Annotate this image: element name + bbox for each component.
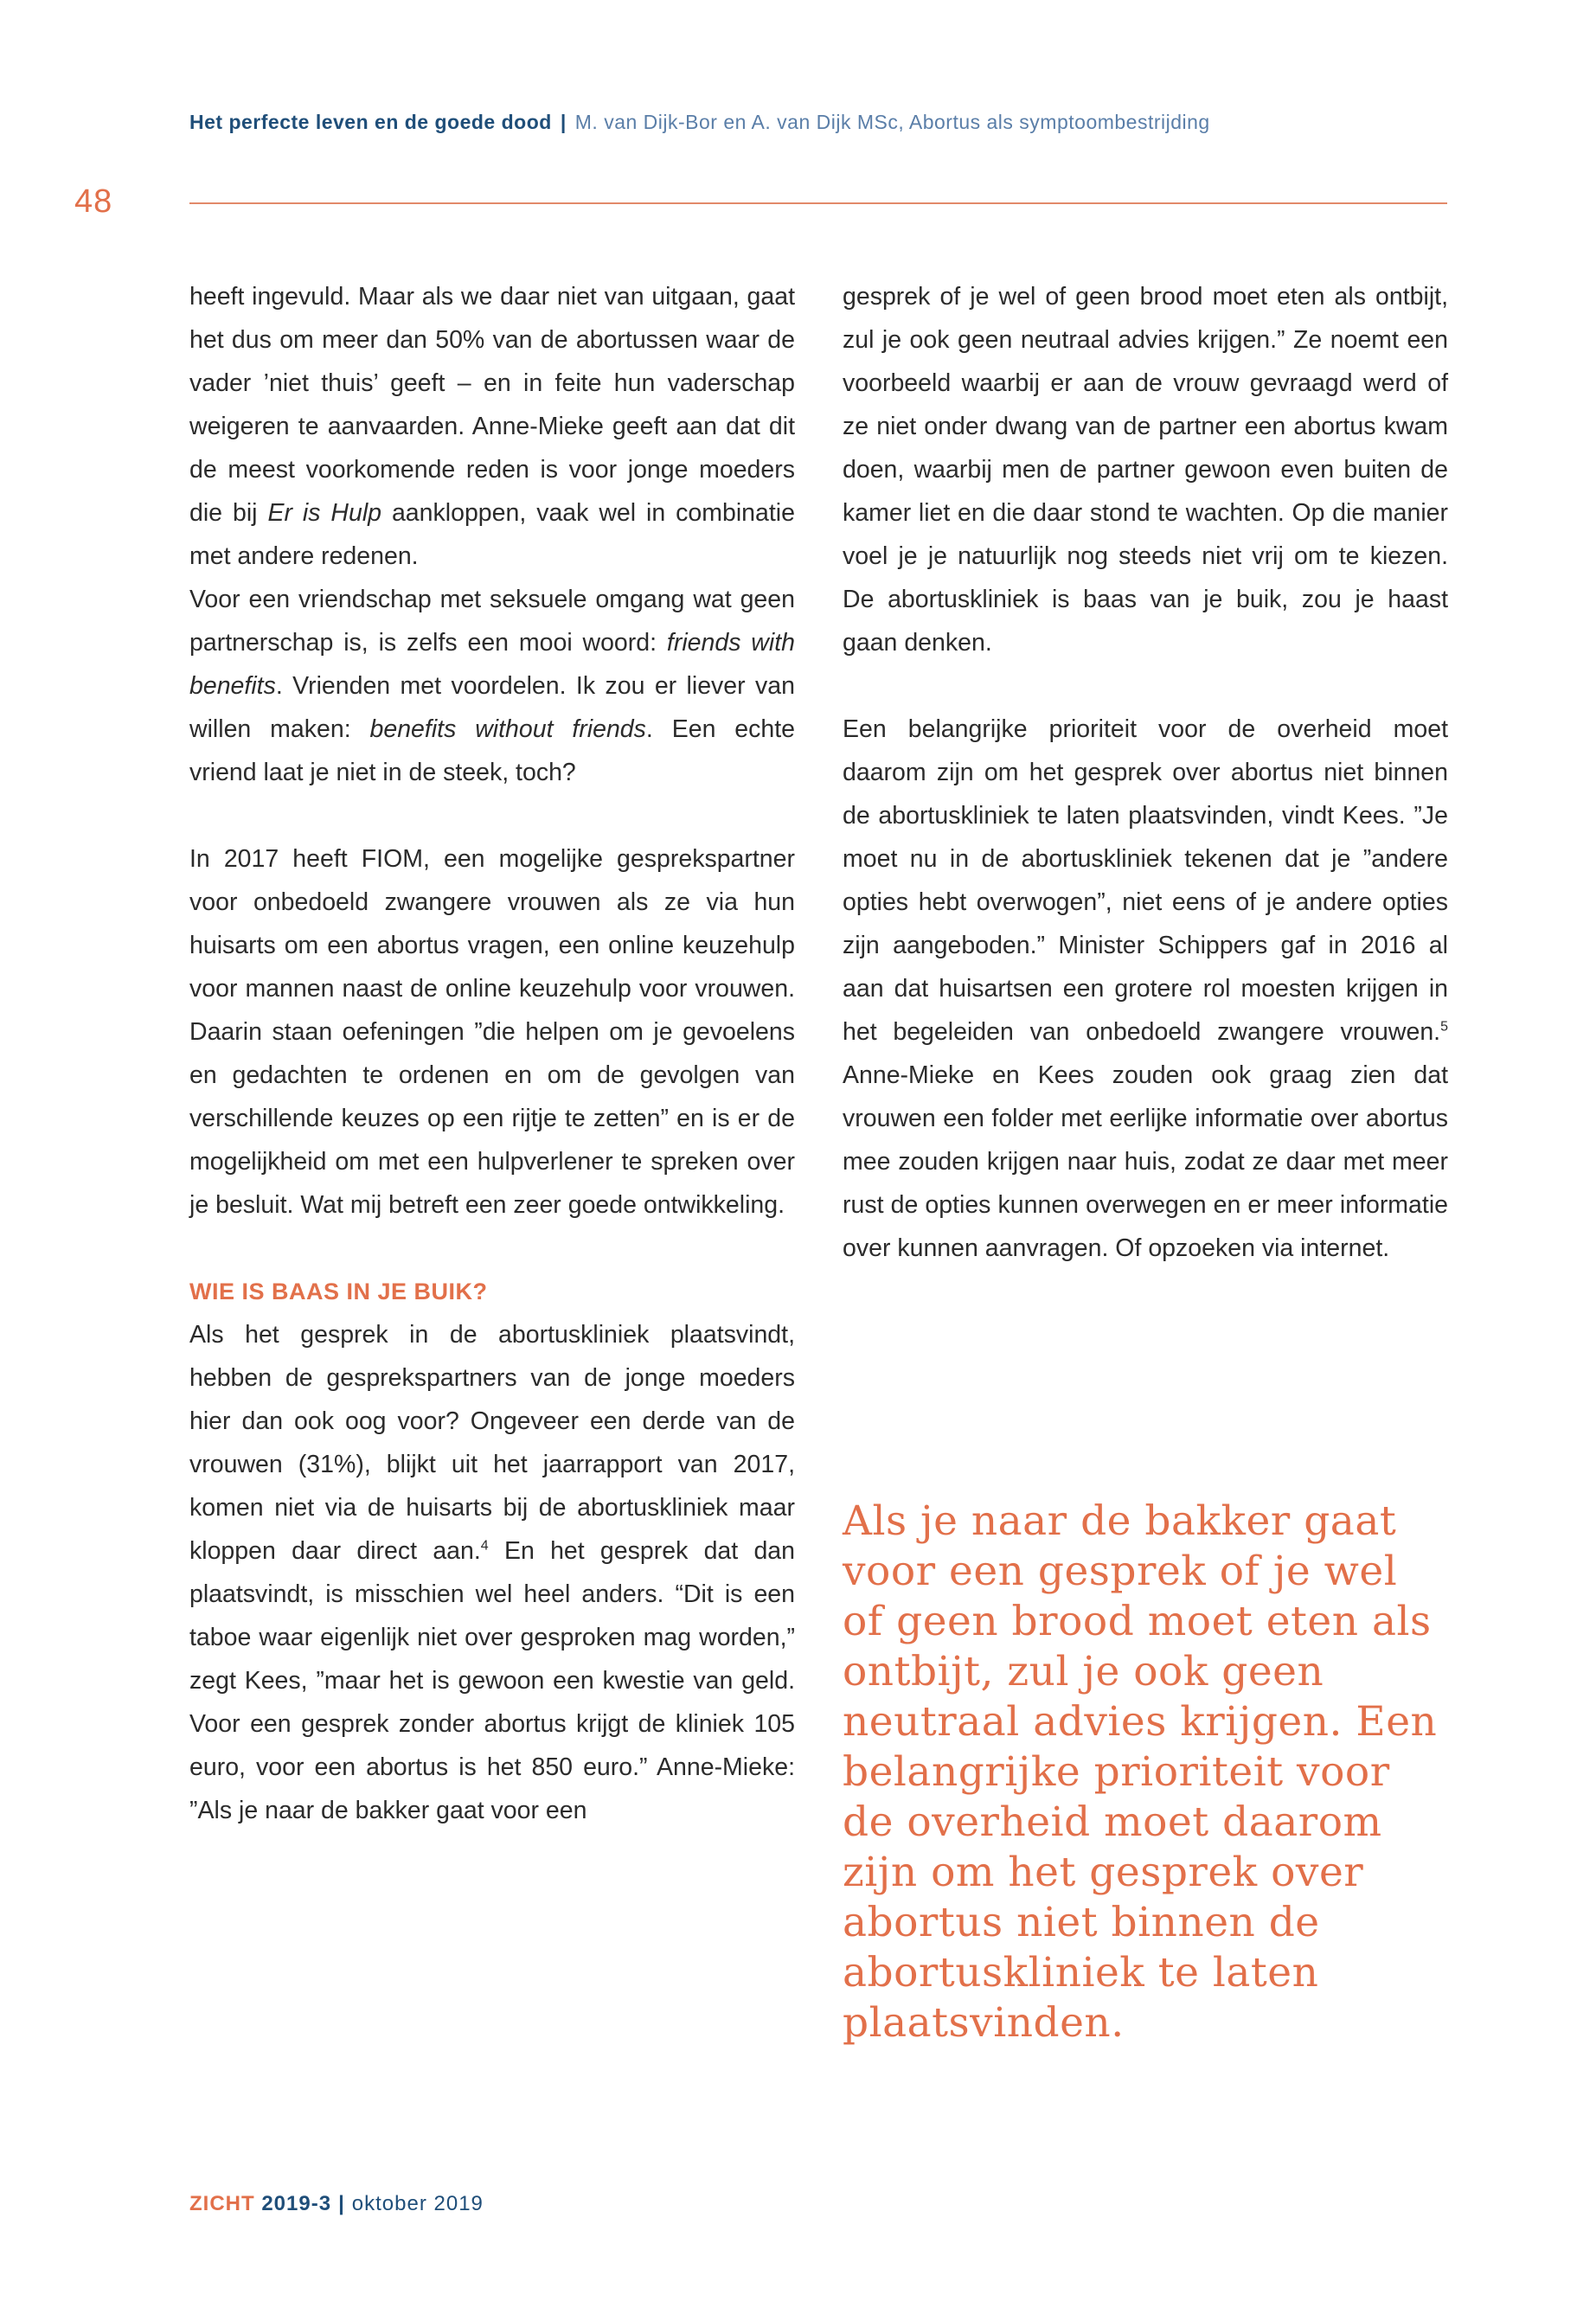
left-column bbox=[189, 275, 795, 1832]
footnote-ref: 4 bbox=[480, 1538, 489, 1554]
issue-date: oktober 2019 bbox=[351, 2192, 484, 2215]
header-rule bbox=[189, 202, 1447, 204]
magazine-name: ZICHT bbox=[189, 2192, 255, 2215]
publication-title: Het perfecte leven en de goede dood bbox=[189, 111, 552, 133]
running-header bbox=[189, 111, 1444, 134]
right-column bbox=[843, 275, 1448, 1270]
paragraph: Als het gesprek in de abortuskliniek plaatsvindt, hebben de gesprekspartners van de jonge moeders hier dan ook oog voor? Ongeveer een derde van de vrouwen (31%), blijkt uit het jaarrapport van 2017, komen niet via de huisarts bij de abortuskliniek maar kloppen daar direct aan.$^4$ En het gesprek dat dan plaatsvindt, is misschien wel heel anders. “Dit is een taboe waar eigenlijk niet over gesproken mag worden,” zegt Kees, ”maar het is gewoon een kwestie van geld. Voor een gesprek zonder abortus krijgt de kliniek 105 euro, voor een abortus is het 850 euro.” Anne-Mieke: ”Als je naar de bakker gaat voor een bbox=[189, 1321, 795, 1824]
paragraph: In 2017 heeft FIOM, een mogelijke gesprekspartner voor onbedoeld zwangere vrouwen als ze via hun huisarts om een abortus vragen, een online keuzehulp voor mannen naast de online keuzehulp voor vrouwen. Daarin staan oefeningen ”die helpen om je gevoelens en gedachten te ordenen en om de gevolgen van verschillende keuzes op een rijtje te zetten” en is er de mogelijkheid om met een hulpverlener te spreken over je besluit. Wat mij betreft een zeer goede ontwikkeling. bbox=[189, 845, 795, 1219]
issue-number: 2019-3 bbox=[261, 2192, 332, 2215]
section-heading: WIE IS BAAS IN JE BUIK? bbox=[189, 1279, 488, 1304]
footnote-ref: 5 bbox=[1440, 1019, 1448, 1035]
paragraph: gesprek of je wel of geen brood moet eten als ontbijt, zul je ook geen neutraal advies krijgen.” Ze noemt een voorbeeld waarbij er aan de vrouw gevraagd werd of ze niet onder dwang van de partner een abortus kwam doen, waarbij men de partner gewoon even buiten de kamer liet en die daar stond te wachten. Op die manier voel je je natuurlijk nog steeds niet vrij om te kiezen. De abortuskliniek is baas van je buik, zou je haast gaan denken. bbox=[843, 283, 1448, 657]
footer-separator: | bbox=[338, 2192, 345, 2215]
paragraph: Een belangrijke prioriteit voor de overheid moet daarom zijn om het gesprek over abortus niet binnen de abortuskliniek te laten plaatsvinden, vindt Kees. ”Je moet nu in de abortuskliniek tekenen dat je ”andere opties hebt overwogen”, niet eens of je andere opties zijn aangeboden.” Minister Schippers gaf in 2016 al aan dat huisartsen een grotere rol moesten krijgen in het begeleiden van onbedoeld zwangere vrouwen.$^5$ Anne-Mieke en Kees zouden ook graag zien dat vrouwen een folder met eerlijke informatie over abortus mee zouden krijgen naar huis, zodat ze daar met meer rust de opties kunnen overwegen en er meer informatie over kunnen aanvragen. Of opzoeken via internet. bbox=[843, 715, 1448, 1262]
page-number: 48 bbox=[74, 183, 113, 220]
pull-quote: Als je naar de bakker gaat voor een gesprek of je wel of geen brood moet eten als ontbijt, zul je ook geen neutraal advies krijgen. Een belangrijke prioriteit voor de overheid moet daarom zijn om het gesprek over abortus niet binnen de abortuskliniek te laten plaatsvinden. bbox=[843, 1497, 1438, 2047]
paragraph: heeft ingevuld. Maar als we daar niet van uitgaan, gaat het dus om meer dan 50% van de abortussen waar de vader ’niet thuis’ geeft – en in feite hun vaderschap weigeren te aanvaarden. Anne-Mieke geeft aan dat dit de meest voorkomende reden is voor jonge moeders die bij Er is Hulp aankloppen, vaak wel in combinatie met andere redenen. bbox=[189, 283, 795, 570]
header-separator: | bbox=[560, 111, 567, 133]
article-authors: M. van Dijk-Bor en A. van Dijk MSc, Abortus als symptoombestrijding bbox=[574, 111, 1210, 133]
paragraph: Voor een vriendschap met seksuele omgang wat geen partnerschap is, is zelfs een mooi woord: friends with benefits. Vrienden met voordelen. Ik zou er liever van willen maken: benefits without friends. Een echte vriend laat je niet in de steek, toch? bbox=[189, 586, 796, 786]
page-footer bbox=[189, 2192, 484, 2216]
